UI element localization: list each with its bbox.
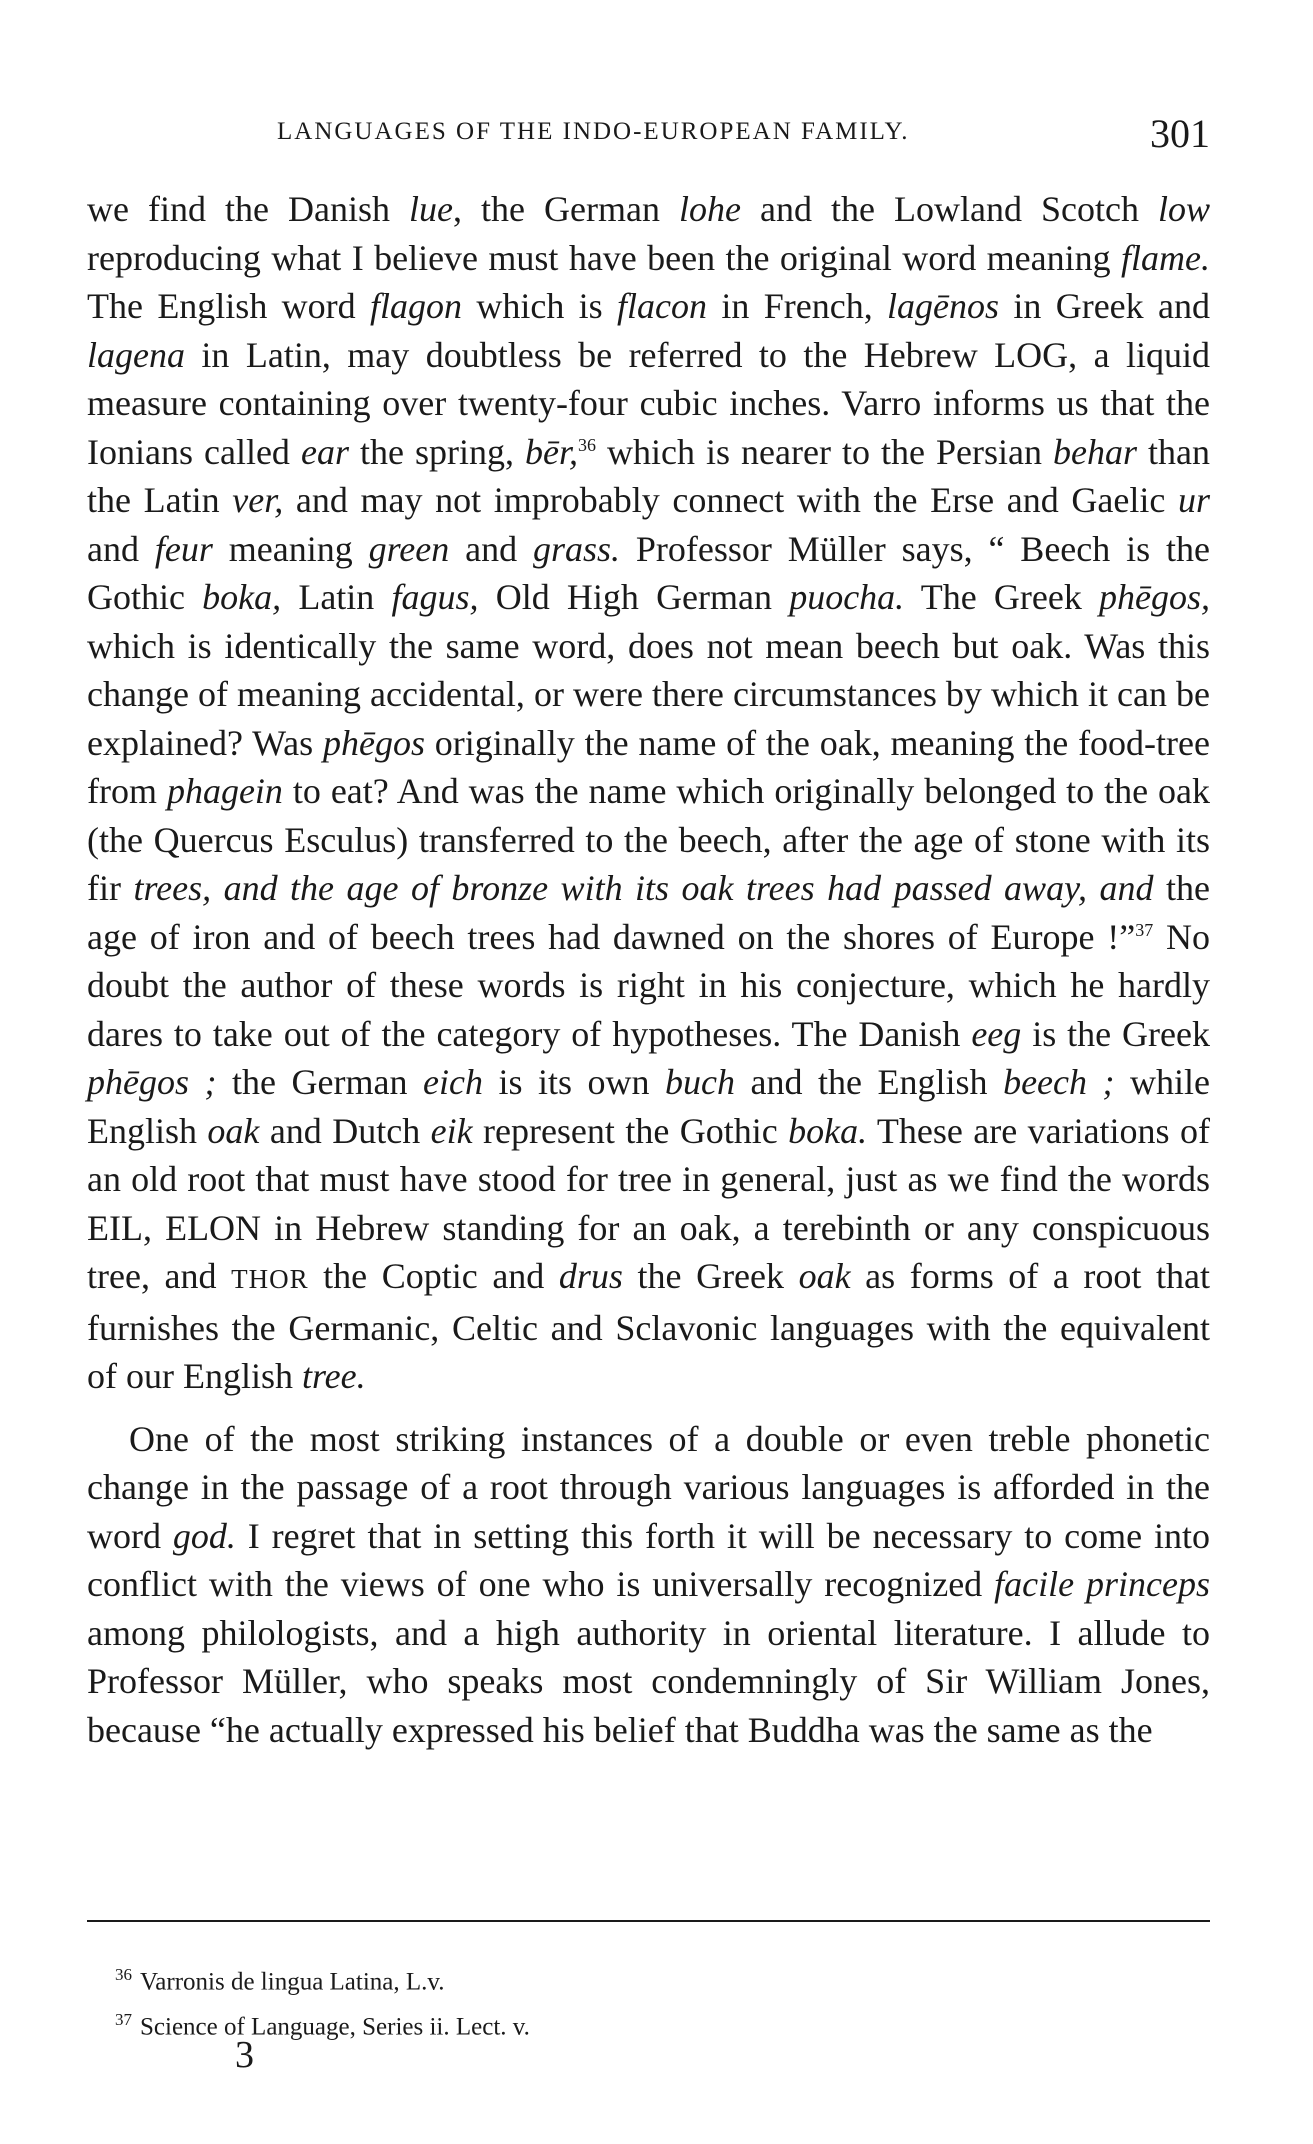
footnote-text: Varronis de lingua Latina, L.v. — [140, 1968, 445, 1996]
signature-mark: 3 — [235, 2034, 254, 2076]
paragraph-1: we find the Danish lue, the German lohe and the Lowland Scotch low reproducing what I believe must have been the original word meaning flame. The English word flagon which is flacon in French, lagēnos in Greek and lagena in Latin, may doubtless be referred to the Hebrew LOG, a liquid measure containing over twenty-four cubic inches. Varro informs us that the Ionians called ear the spring, bēr,$^{36}$ which is nearer to the Persian behar than the Latin ver, and may not improbably connect with the Erse and Gaelic ur and feur meaning green and grass. Professor Müller says, “ Beech is the Gothic boka, Latin fagus, Old High German puocha. The Greek phēgos, which is identically the same word, does not mean beech but oak. Was this change of meaning accidental, or were there circumstances by which it can be explained? Was phēgos originally the name of the oak, meaning the food-tree from phagein to eat? And was the name which originally belonged to the oak (the Quercus Esculus) transferred to the beech, after the age of stone with its fir trees, and the age of bronze with its oak trees had passed away, and the age of iron and of beech trees had dawned on the shores of Europe !”$^{37}$ No doubt the author of these words is right in his conjecture, which he hardly dares to take out of the category of hypotheses. The Danish eeg is the Greek phēgos ; the German eich is its own buch and the English beech ; while English oak and Dutch eik represent the Gothic boka. These are variations of an old root that must have stood for tree in general, just as we find the words EIL, ELON in Hebrew standing for an oak, a terebinth or any conspicuous tree, and THOR the Coptic and drus the Greek oak as forms of a root that furnishes the Germanic, Celtic and Sclavonic languages with the equivalent of our English tree. — [87, 189, 1211, 1396]
running-title: LANGUAGES OF THE INDO-EUROPEAN FAMILY. — [277, 118, 910, 145]
page-header — [87, 110, 1210, 160]
footnote-ref-37: 37 — [1135, 919, 1154, 940]
paragraph-2: One of the most striking instances of a double or even treble phonetic change in the passage of a root through various languages is afforded in the word god. I regret that in setting this forth it will be necessary to come into conflict with the views of one who is universally recognized facile princeps among philologists, and a high authority in oriental literature. I allude to Professor Müller, who speaks most condemningly of Sir William Jones, because “he actually expressed his belief that Buddha was the same as the — [87, 1418, 1211, 1750]
body-text — [87, 185, 1210, 1754]
footnote-text: Science of Language, Series ii. Lect. v. — [140, 2013, 530, 2041]
page-number: 301 — [1150, 111, 1210, 156]
footnote-36 — [115, 1956, 530, 2001]
footnote-mark: 37 — [115, 2010, 132, 2030]
footnotes — [115, 1956, 530, 2047]
footnote-37 — [115, 2001, 530, 2046]
footnote-mark: 36 — [115, 1965, 132, 1984]
footnote-divider — [87, 1920, 1210, 1922]
footnote-ref-36: 36 — [578, 434, 597, 455]
